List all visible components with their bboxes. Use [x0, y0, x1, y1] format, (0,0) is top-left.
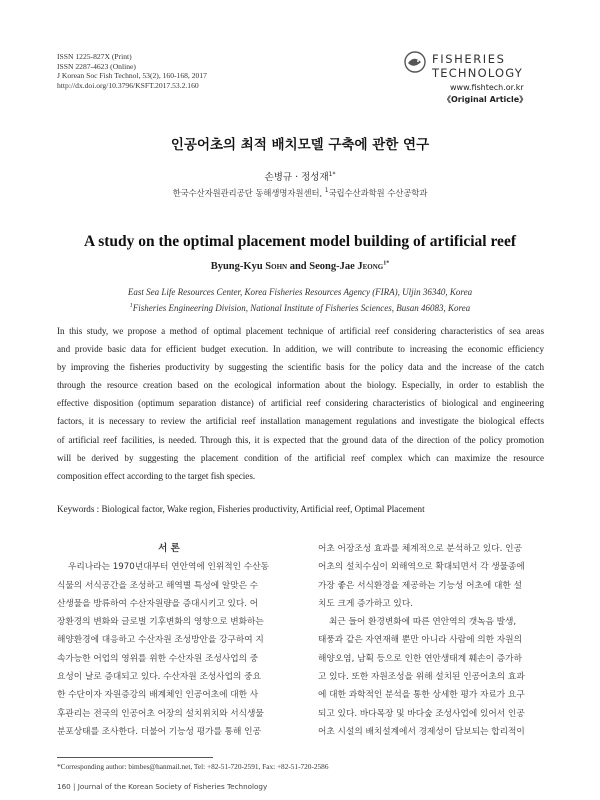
page-footer: 160 | Journal of the Korean Society of Fisheries Technology: [57, 782, 268, 791]
intro-line: 후관리는 전국의 인공어초 어장의 설치위치와 서식생물: [57, 708, 264, 719]
intro-line: 우리나라는 1970년대부터 연안역에 인위적인 수산동: [68, 562, 269, 573]
abstract-line: composition effect according to the target fish species.: [57, 470, 256, 481]
journal-url[interactable]: www.fishtech.or.kr: [450, 83, 524, 92]
korean-title: 인공어초의 최적 배치모델 구축에 관한 연구: [170, 137, 430, 153]
korean-author-names: 손병규 · 정성재: [264, 172, 329, 183]
intro-line: 치도 크게 증가하고 있다.: [318, 598, 413, 609]
intro-line: 해양오염, 남획 등으로 인한 연안생태계 훼손이 증가하: [318, 653, 522, 664]
abstract: [57, 322, 544, 485]
abstract-line: and provide basic data for efficient budget execution. In addition, we will contribute to increasing the economic efficiency: [57, 344, 544, 355]
abstract-line: of artificial reef facilities, is needed. Through this, it is expected that the ground data of the direction of the policy promotion: [57, 434, 544, 445]
english-title: A study on the optimal placement model building of artificial reef: [84, 233, 516, 250]
logo-line-1: FISHERIES: [432, 52, 506, 66]
author2-superscript: 1*: [383, 260, 390, 267]
intro-line: 산생물을 방류하여 수산자원량을 증대시키고 있다. 어: [57, 598, 259, 609]
korean-affil-b: 국립수산과학원 수산공학과: [328, 188, 428, 198]
section-heading: 서 론: [158, 543, 180, 554]
fish-logo-icon: [404, 51, 426, 73]
abstract-line: In this study, we propose a method of optimal placement technique of artificial reef considering characteristics of sea areas: [57, 326, 544, 336]
abstract-line: through the resource creation based on the ecological information about the biology. Especially, in order to establish the: [57, 380, 544, 391]
abstract-line: will be derived by suggesting the placement condition of the artificial reef complex which can maximize the resource: [57, 452, 544, 463]
abstract-line: factors, it is necessary to review the artificial reef installation management regulations and investigate the biological effects: [57, 416, 544, 427]
affil2-superscript: 1: [129, 303, 133, 309]
footnote-divider: [57, 757, 213, 758]
issn-print: ISSN 1225-827X (Print): [57, 52, 132, 61]
citation: J Korean Soc Fish Technol, 53(2), 160-168, 2017: [57, 71, 207, 81]
intro-line: 식물의 서식공간을 조성하고 해역별 특성에 알맞은 수: [57, 580, 259, 591]
english-affiliation-2: [0, 303, 600, 313]
authors-and: and: [287, 261, 310, 272]
abstract-line: by improving the fisheries productivity by suggesting the scientific basis for the policy data and the increase of the catch: [57, 362, 544, 373]
author1-given: Byung-Kyu: [210, 261, 266, 272]
korean-affil-a: 한국수산자원관리공단 동해생명자원센터,: [172, 188, 323, 198]
intro-line: 장환경의 변화와 글로벌 기후변화의 영향으로 변화하는: [57, 617, 264, 628]
intro-line: 어초 시설의 배치설계에서 경제성이 담보되는 합리적이: [318, 726, 525, 737]
journal-metadata: [57, 52, 207, 90]
intro-line: 한 수단이자 자원증강의 배계체인 인공어초에 대한 사: [57, 690, 259, 701]
intro-right-column: [318, 540, 542, 741]
doi-link[interactable]: http://dx.doi.org/10.3796/KSFT.2017.53.2.160: [57, 80, 199, 90]
intro-line: 어초의 설치수심이 외해역으로 확대되면서 각 생물종에: [318, 562, 525, 573]
author-superscript: 1*: [328, 170, 336, 178]
intro-line: 에 대한 과학적인 분석을 통한 상세한 평가 자료가 요구: [318, 690, 525, 701]
affil-superscript: 1: [324, 187, 329, 195]
intro-line: 되고 있다. 바다목장 및 바다숲 조성사업에 있어서 인공: [318, 708, 525, 719]
issn-online: ISSN 2287-4623 (Online): [57, 61, 136, 71]
intro-line: 속가능한 어업의 영위를 위한 수산자원 조성사업의 중: [57, 653, 259, 664]
english-authors: [0, 261, 600, 272]
article-type: 《Original Article》: [443, 95, 528, 104]
intro-line: 가장 좋은 서식환경을 제공하는 기능성 어초에 대한 설: [318, 580, 522, 591]
journal-logo: [402, 49, 552, 107]
intro-line: 분포상태를 조사한다. 더불어 기능성 평가를 통해 인공: [57, 726, 261, 737]
korean-affiliations: [0, 187, 600, 199]
intro-line: 요성이 날로 증대되고 있다. 수산자원 조성사업의 중요: [57, 672, 261, 683]
affil2-text: Fisheries Engineering Division, National Institute of Fisheries Sciences, Busan 46083, Korea: [132, 303, 471, 313]
author1-family: Sohn: [265, 261, 288, 272]
author2-given: Seong-Jae: [309, 261, 358, 272]
intro-line: 고 있다. 또한 자원조성을 위해 설치된 인공어초의 효과: [318, 672, 525, 683]
keywords: Keywords : Biological factor, Wake region, Fisheries productivity, Artificial reef, Optimal Placement: [57, 504, 425, 514]
intro-line: 최근 들어 환경변화에 따른 연안역의 갯녹음 발생,: [329, 617, 517, 628]
abstract-line: effective disposition (optimum separation distance) of artificial reef considering characteristics of biological and engineering: [57, 398, 544, 409]
author2-family: Jeong: [357, 261, 384, 272]
korean-authors: [0, 169, 600, 183]
english-affiliation-1: East Sea Life Resources Center, Korea Fisheries Resources Agency (FIRA), Uljin 36340, Korea: [127, 287, 473, 297]
logo-line-2: TECHNOLOGY: [432, 66, 524, 80]
corresponding-author-footnote: *Corresponding author: bimbes@hanmail.net, Tel: +82-51-720-2591, Fax: +82-51-720-2586: [57, 762, 329, 771]
intro-line: 태풍과 같은 자연재해 뿐만 아니라 사람에 의한 자원의: [318, 635, 522, 646]
intro-left-column: [57, 540, 281, 741]
intro-line: 어초 어장조성 효과를 체계적으로 분석하고 있다. 인공: [318, 544, 522, 554]
intro-line: 해양환경에 대응하고 수산자원 조성방안을 강구하여 지: [57, 635, 264, 646]
